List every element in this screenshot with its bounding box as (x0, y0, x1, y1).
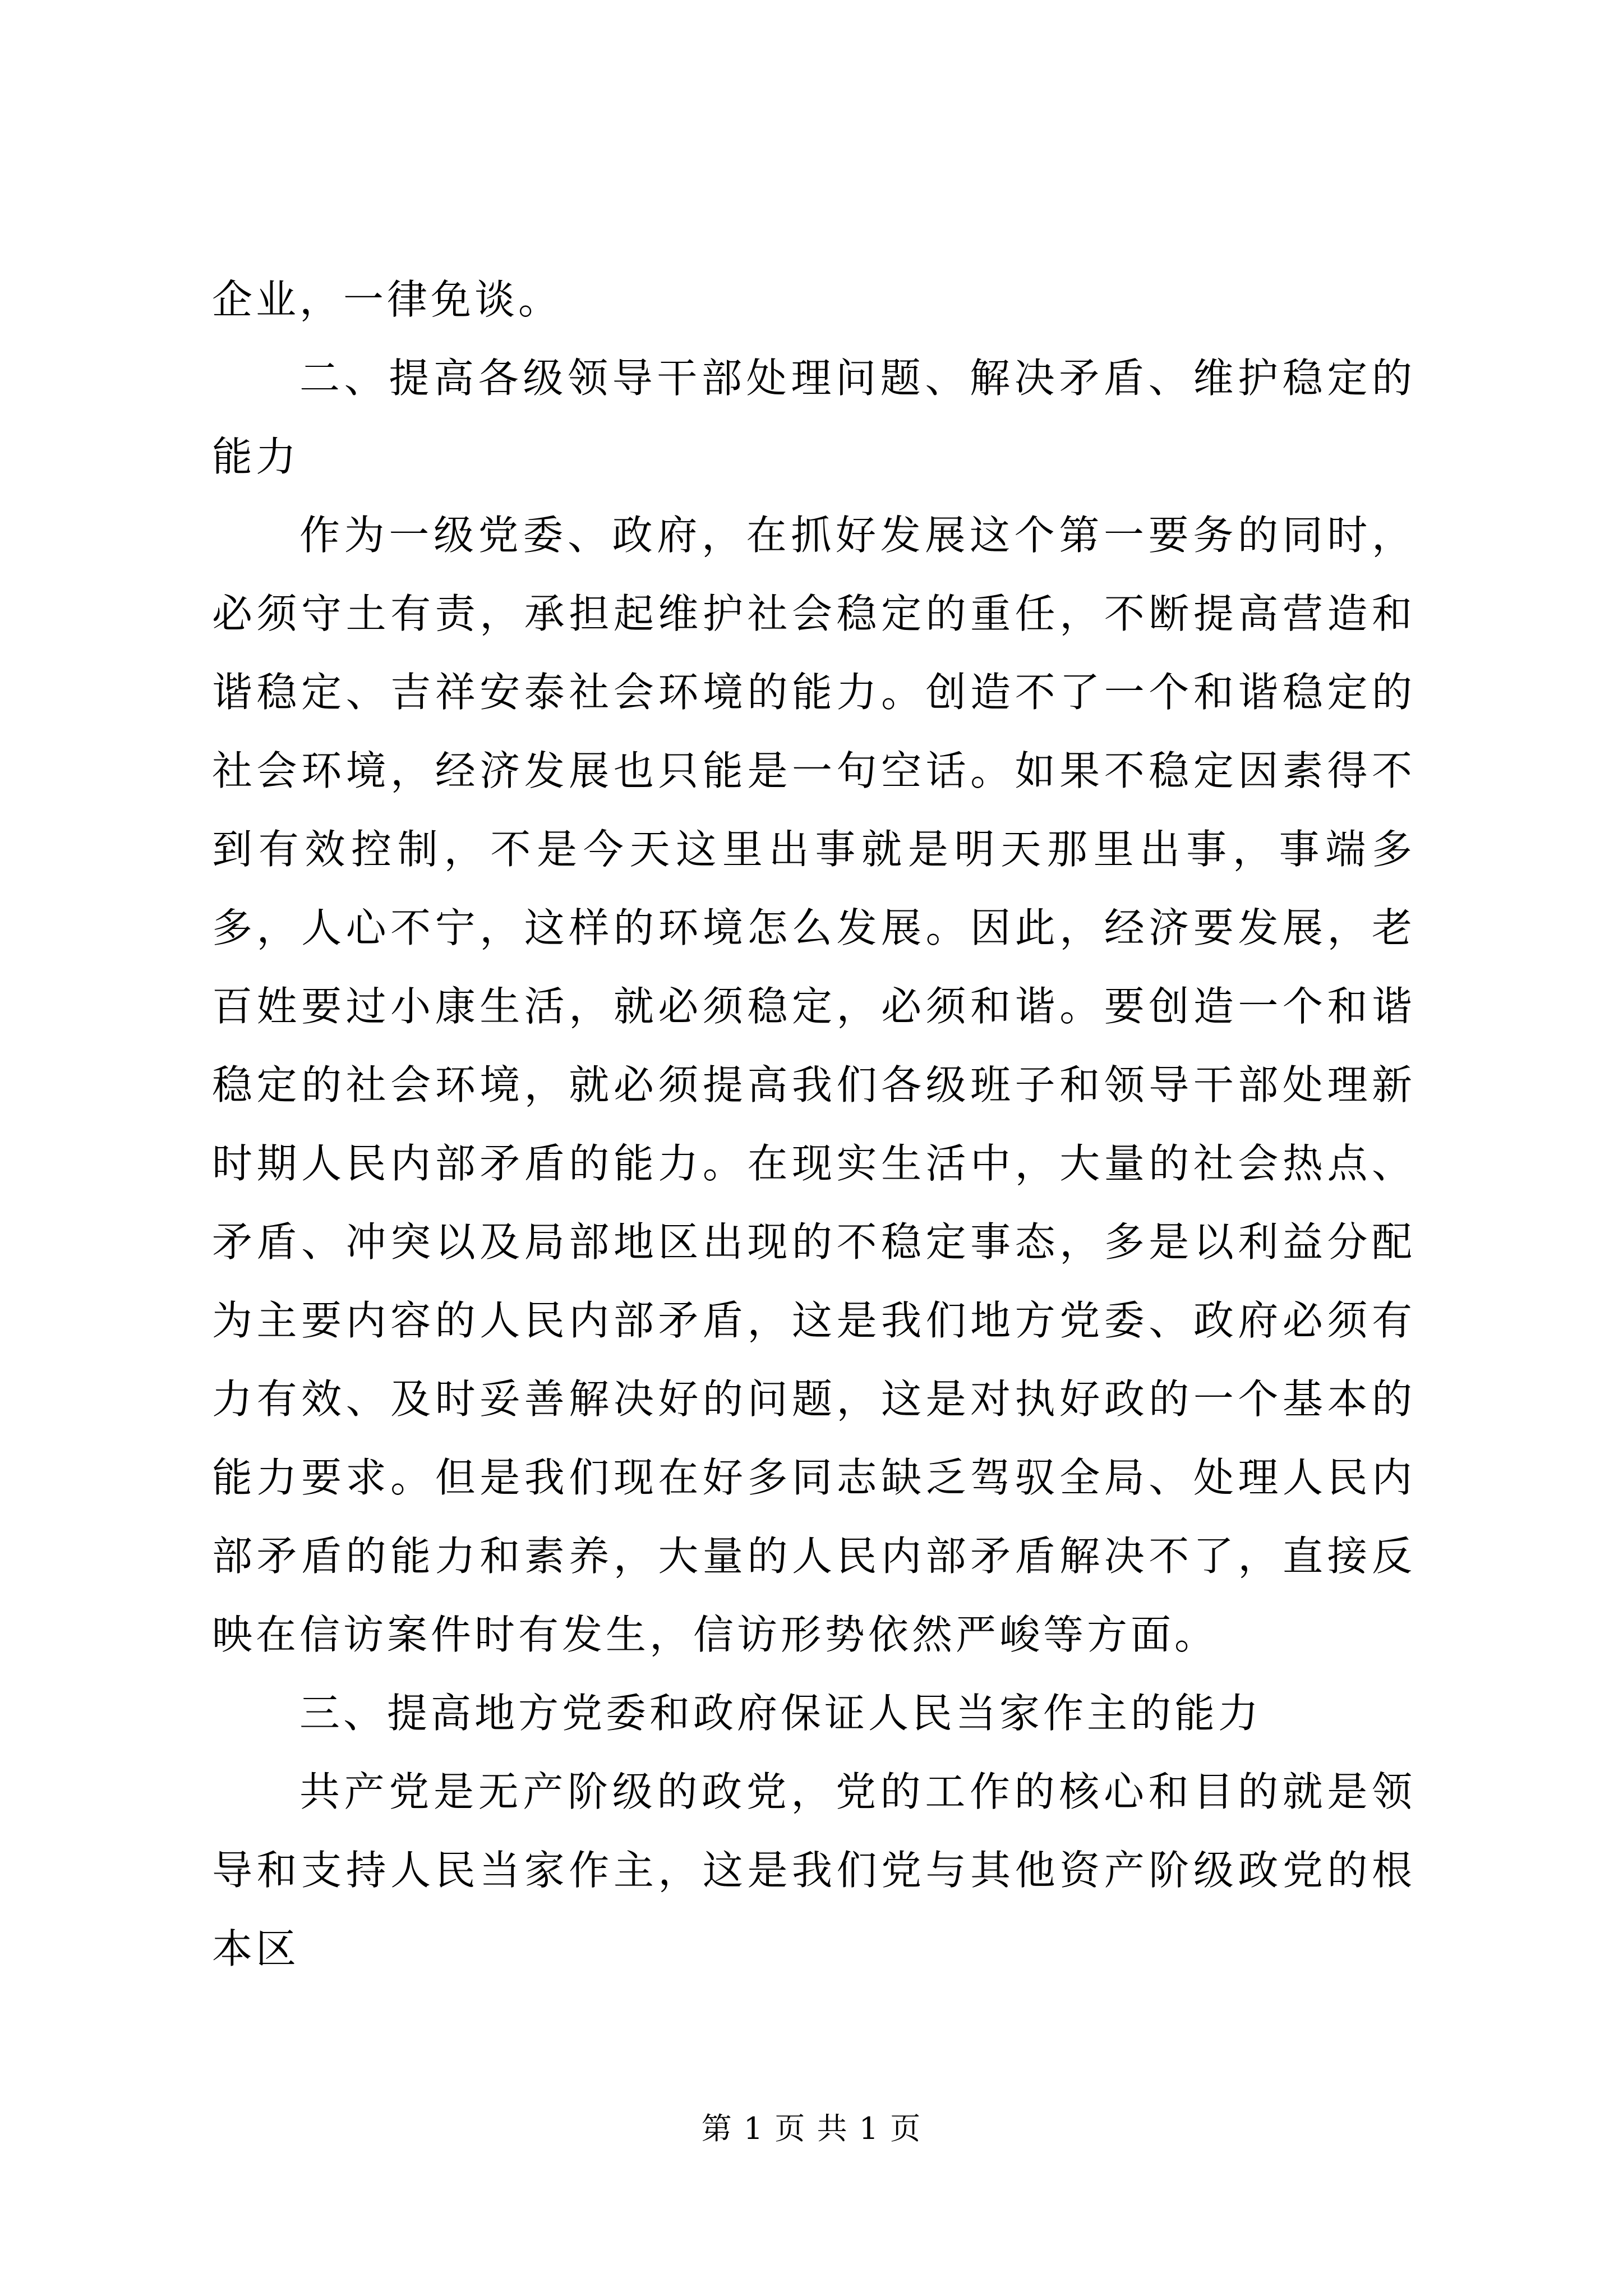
paragraph-body-continued: 共产党是无产阶级的政党，党的工作的核心和目的就是领导和支持人民当家作主，这是我们党与其他资产阶级政党的根本区 (212, 1768, 1415, 1972)
paragraph-body: 作为一级党委、政府，在抓好发展这个第一要务的同时，必须守土有责，承担起维护社会稳定的重任，不断提高营造和谐稳定、吉祥安泰社会环境的能力。创造不了一个和谐稳定的社会环境，经济发展也只能是一句空话。如果不稳定因素得不到有效控制，不是今天这里出事就是明天那里出事，事端多多，人心不宁，这样的环境怎么发展。因此，经济要发展，老百姓要过小康生活，就必须稳定，必须和谐。要创造一个和谐稳定的社会环境，就必须提高我们各级班子和领导干部处理新时期人民内部矛盾的能力。在现实生活中，大量的社会热点、矛盾、冲突以及局部地区出现的不稳定事态，多是以利益分配为主要内容的人民内部矛盾，这是我们地方党委、政府必须有力有效、及时妥善解决好的问题，这是对执好政的一个基本的能力要求。但是我们现在好多同志缺乏驾驭全局、处理人民内部矛盾的能力和素养，大量的人民内部矛盾解决不了，直接反映在信访案件时有发生，信访形势依然严峻等方面。 (212, 512, 1415, 1658)
document-body (212, 260, 1415, 1988)
page-number-footer: 第 1 页 共 1 页 (701, 2111, 922, 2146)
section-heading-2: 二、提高各级领导干部处理问题、解决矛盾、维护稳定的能力 (212, 355, 1415, 480)
section-heading-3: 三、提高地方党委和政府保证人民当家作主的能力 (299, 1690, 1262, 1737)
paragraph-continuation: 企业，一律免谈。 (212, 276, 562, 323)
